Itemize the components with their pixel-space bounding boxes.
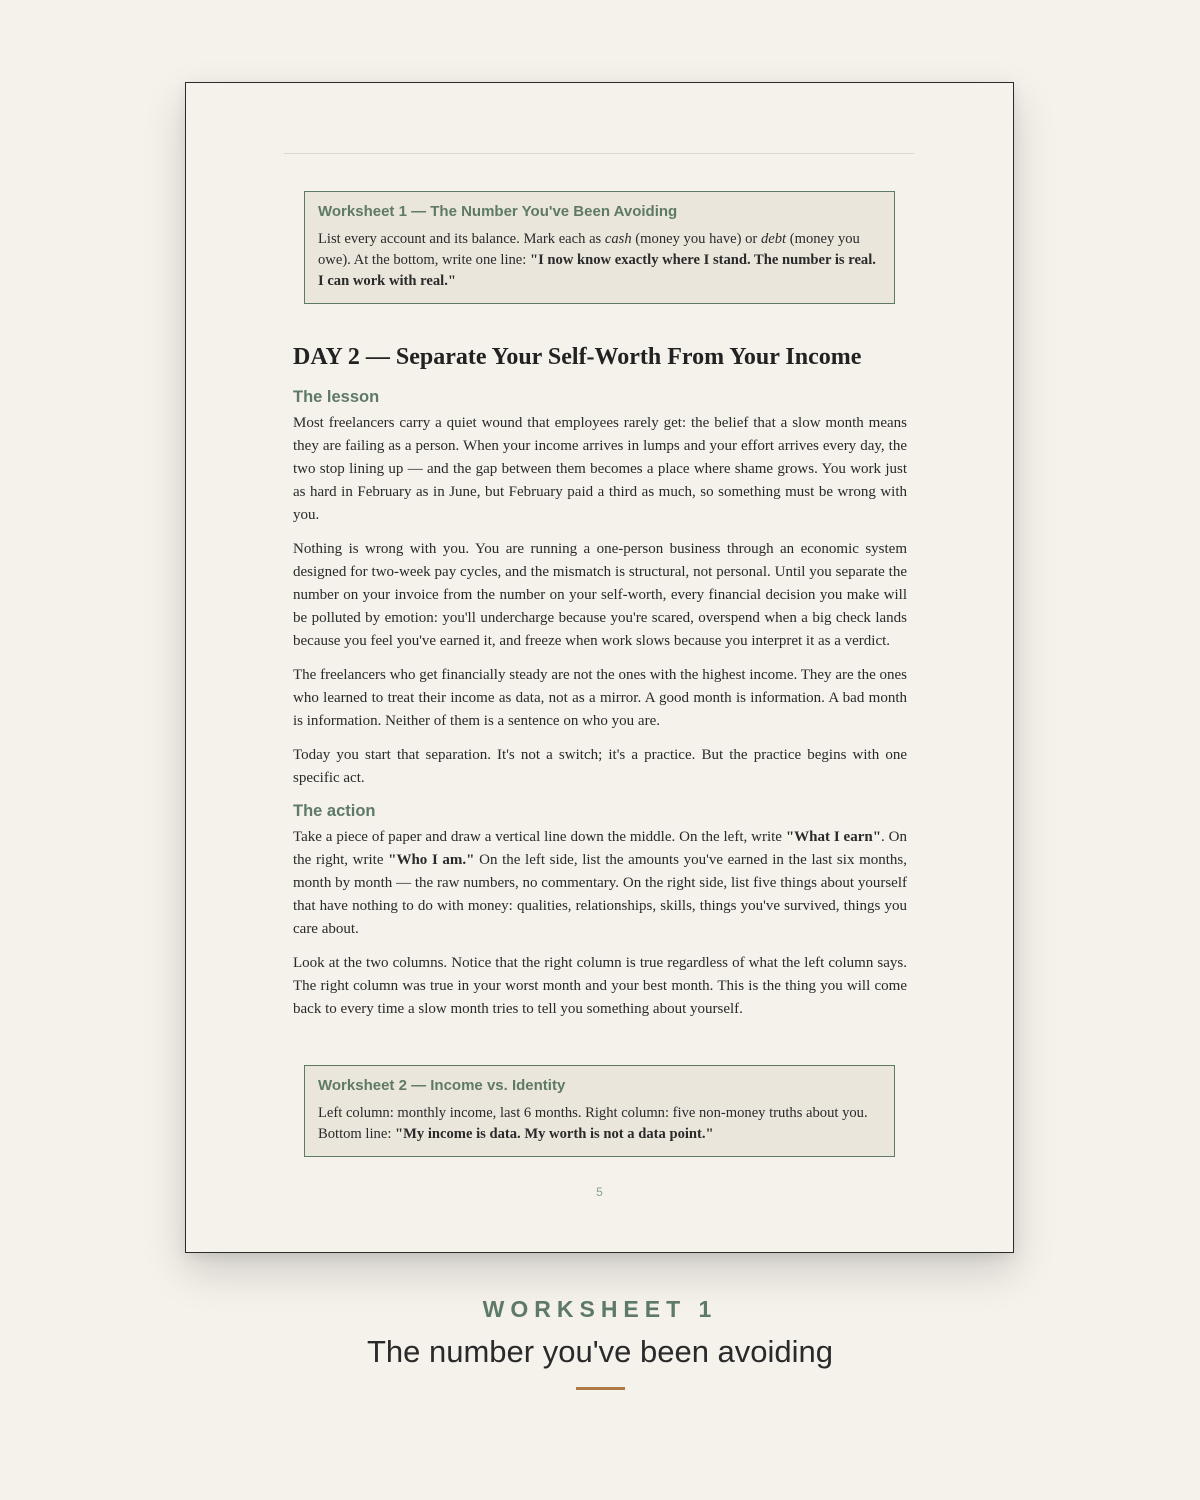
chapter-content	[293, 341, 907, 1032]
worksheet-1-text: List every account and its balance. Mark each as cash (money you have) or debt (money you owe). At the bottom, write one line: "I now know exactly where I stand. The number is real. I can work with real."	[318, 231, 876, 289]
action-heading: The action	[293, 802, 376, 820]
caption-title: The number you've been avoiding	[366, 1334, 834, 1369]
worksheet-1-box	[304, 191, 895, 304]
lesson-paragraph: The freelancers who get financially steady are not the ones with the highest income. They are the ones who learned to treat their income as data, not as a mirror. A good month is information. A bad month is information. Neither of them is a sentence on who you are.	[293, 667, 907, 729]
caption-kicker: WORKSHEET 1	[482, 1296, 718, 1322]
worksheet-2-box	[304, 1065, 895, 1157]
lesson-paragraph: Nothing is wrong with you. You are running a one-person business through an economic system designed for two-week pay cycles, and the mismatch is structural, not personal. Until you separate the number on your invoice from the number on your self-worth, every financial decision you make will be polluted by emotion: you'll undercharge because you're scared, overspend when a big check lands because you feel you've earned it, and freeze when work slows because you interpret it as a verdict.	[293, 541, 907, 649]
action-paragraph: Take a piece of paper and draw a vertical line down the middle. On the left, write "What I earn". On the right, write "Who I am." On the left side, list the amounts you've earned in the last six months, month by month — the raw numbers, no commentary. On the right side, list five things about yourself that have nothing to do with money: qualities, relationships, skills, things you've survived, things you care about.	[293, 829, 907, 937]
page-number: 5	[596, 1185, 603, 1199]
worksheet-2-title: Worksheet 2 — Income vs. Identity	[318, 1077, 566, 1094]
document-page	[185, 82, 1014, 1253]
lesson-paragraph: Most freelancers carry a quiet wound that employees rarely get: the belief that a slow month means they are failing as a person. When your income arrives in lumps and your effort arrives every day, the two stop lining up — and the gap between them becomes a place where shame grows. You work just as hard in February as in June, but February paid a third as much, so something must be wrong with you.	[293, 415, 907, 523]
action-paragraph: Look at the two columns. Notice that the right column is true regardless of what the left column says. The right column was true in your worst month and your best month. This is the thing you will come back to every time a slow month tries to tell you something about yourself.	[293, 955, 907, 1017]
header-divider	[284, 153, 914, 154]
worksheet-1-title: Worksheet 1 — The Number You've Been Avoiding	[318, 203, 678, 220]
worksheet-2-text: Left column: monthly income, last 6 months. Right column: five non-money truths about you. Bottom line: "My income is data. My worth is not a data point."	[318, 1105, 868, 1142]
lesson-paragraph: Today you start that separation. It's not a switch; it's a practice. But the practice begins with one specific act.	[293, 747, 907, 786]
chapter-title: DAY 2 — Separate Your Self-Worth From Your Income	[293, 344, 862, 370]
caption-underline	[576, 1387, 625, 1390]
lesson-heading: The lesson	[293, 388, 380, 406]
